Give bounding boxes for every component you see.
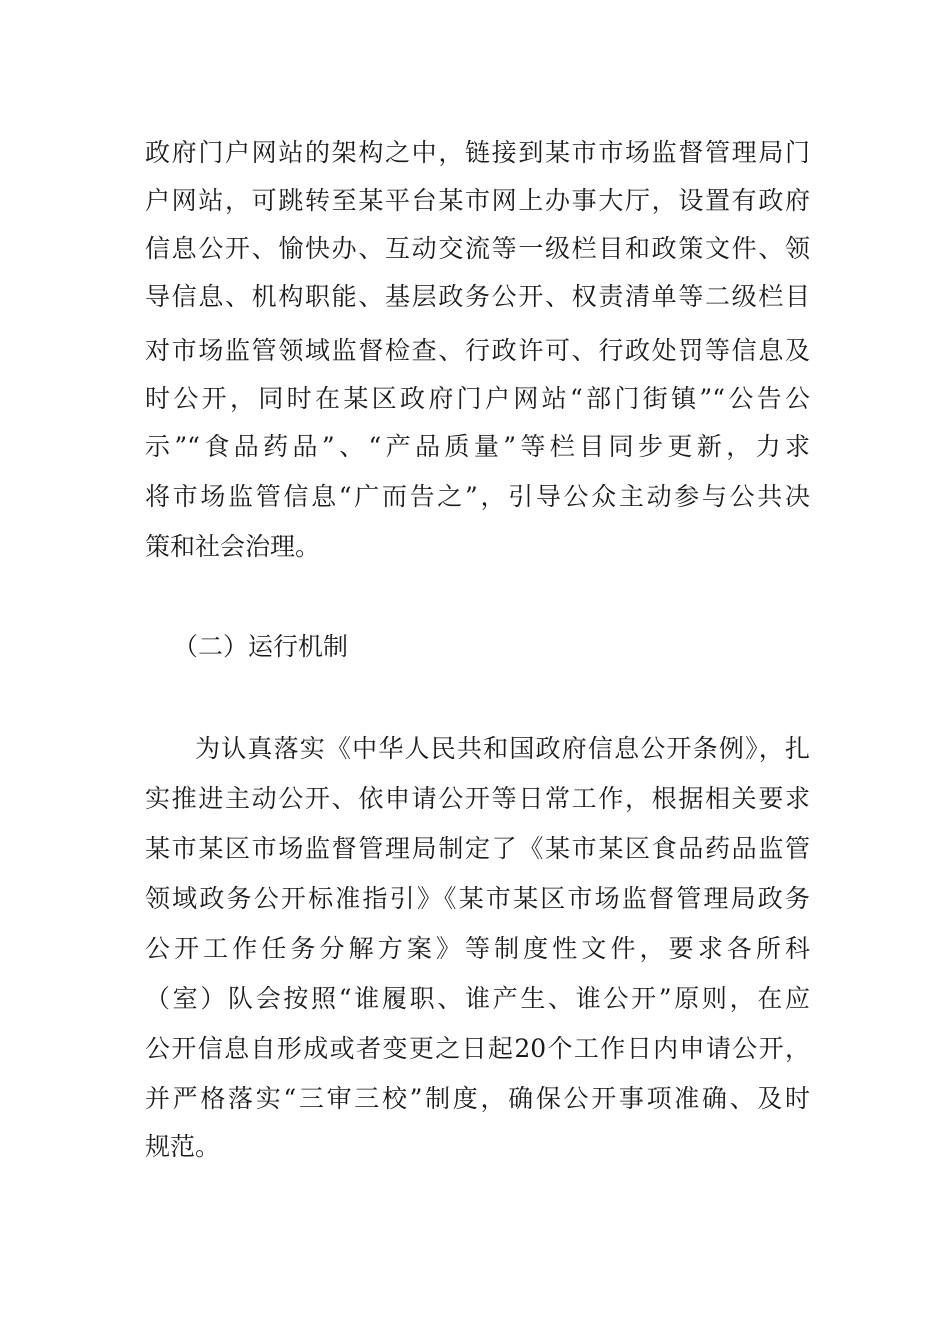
paragraph-2-line-8: 并严格落实“三审三校”制度，确保公开事项准确、及时 <box>145 1084 810 1113</box>
paragraph-2-line-6: （室）队会按照“谁履职、谁产生、谁公开”原则，在应 <box>145 984 810 1013</box>
paragraph-2-line-3: 某市某区市场监督管理局制定了《某市某区食品药品监管 <box>145 834 810 863</box>
paragraph-1-line-6: 时公开，同时在某区政府门户网站“部门街镇”“公告公 <box>145 384 810 413</box>
paragraph-2-line-7: 公开信息自形成或者变更之日起20个工作日内申请公开， <box>145 1034 810 1063</box>
paragraph-1-line-4: 导信息、机构职能、基层政务公开、权责清单等二级栏目 <box>145 282 810 311</box>
paragraph-1-line-8: 将市场监管信息“广而告之”，引导公众主动参与公共决 <box>145 482 810 511</box>
paragraph-1-line-5: 对市场监管领域监督检查、行政许可、行政处罚等信息及 <box>145 336 810 365</box>
paragraph-2-line-1: 为认真落实《中华人民共和国政府信息公开条例》，扎 <box>195 734 810 763</box>
paragraph-2-line-4: 领域政务公开标准指引》《某市某区市场监督管理局政务 <box>145 884 810 913</box>
paragraph-1-line-3: 信息公开、愉快办、互动交流等一级栏目和政策文件、领 <box>145 234 810 263</box>
paragraph-1-line-9: 策和社会治理。 <box>145 532 321 561</box>
paragraph-1-line-7: 示”“食品药品”、“产品质量”等栏目同步更新，力求 <box>145 432 810 461</box>
paragraph-2-line-5: 公开工作任务分解方案》等制度性文件，要求各所科 <box>145 934 810 963</box>
paragraph-1-line-2: 户网站，可跳转至某平台某市网上办事大厅，设置有政府 <box>145 186 810 215</box>
paragraph-2-line-2: 实推进主动公开、依申请公开等日常工作，根据相关要求 <box>145 784 810 813</box>
paragraph-2-line-9: 规范。 <box>145 1132 221 1161</box>
paragraph-1-line-1: 政府门户网站的架构之中，链接到某市市场监督管理局门 <box>145 138 810 167</box>
section-heading: （二）运行机制 <box>173 632 349 661</box>
